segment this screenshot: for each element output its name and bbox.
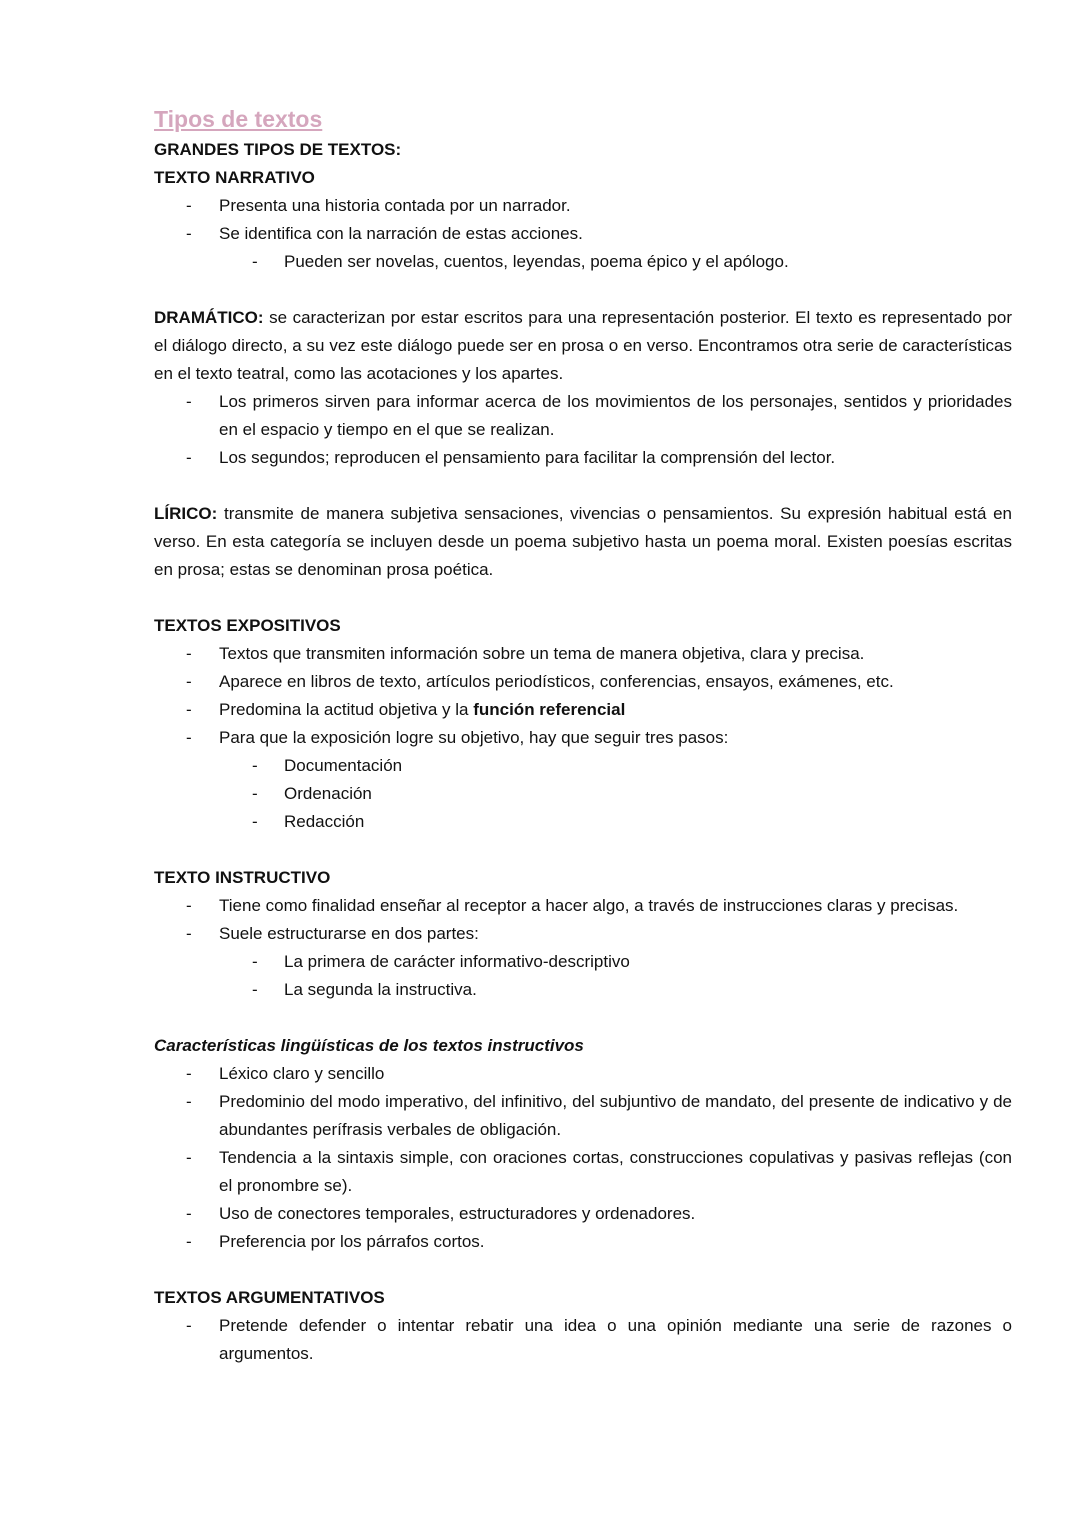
bullet-dash: - (186, 196, 192, 215)
bullet-dash: - (186, 1092, 192, 1111)
list-item (154, 388, 1012, 444)
paragraph (154, 500, 1012, 584)
bullet-dash: - (252, 784, 258, 803)
text-run: Los primeros sirven para informar acerca de los movimientos de los personajes, sentidos y prioridades en el espacio y tiempo en el que se realizan. (219, 392, 1012, 439)
section-heading: TEXTOS ARGUMENTATIVOS (154, 1288, 385, 1307)
text-run: La primera de carácter informativo-descriptivo (284, 952, 630, 971)
list-item (154, 724, 1012, 752)
bullet-dash: - (252, 812, 258, 831)
text-run: Uso de conectores temporales, estructuradores y ordenadores. (219, 1204, 696, 1223)
bullet-dash: - (186, 1232, 192, 1251)
bullet-dash: - (186, 896, 192, 915)
text-run: Presenta una historia contada por un narrador. (219, 196, 571, 215)
text-run: Pretende defender o intentar rebatir una idea o una opinión mediante una serie de razones o argumentos. (219, 1316, 1012, 1363)
bullet-dash: - (252, 980, 258, 999)
text-run: Se identifica con la narración de estas acciones. (219, 224, 583, 243)
bullet-dash: - (186, 672, 192, 691)
section-heading: TEXTOS EXPOSITIVOS (154, 616, 341, 635)
sub-list-item (154, 780, 1012, 808)
blank-line (154, 1256, 1012, 1284)
sub-list-item (154, 976, 1012, 1004)
subsection-heading: Características lingüísticas de los textos instructivos (154, 1036, 584, 1055)
blank-line (154, 472, 1012, 500)
list-item (154, 696, 1012, 724)
sub-list-item (154, 248, 1012, 276)
bullet-dash: - (186, 1064, 192, 1083)
bold-text: LÍRICO: (154, 504, 218, 523)
text-run: Léxico claro y sencillo (219, 1064, 385, 1083)
list-item (154, 444, 1012, 472)
list-item (154, 920, 1012, 948)
list-item (154, 1200, 1012, 1228)
bullet-dash: - (186, 392, 192, 411)
text-run: Aparece en libros de texto, artículos periodísticos, conferencias, ensayos, exámenes, etc. (219, 672, 894, 691)
text-run: Tendencia a la sintaxis simple, con oraciones cortas, construcciones copulativas y pasivas reflejas (con el pronombre se). (219, 1148, 1012, 1195)
bullet-dash: - (186, 700, 192, 719)
sub-list-item (154, 808, 1012, 836)
text-run: La segunda la instructiva. (284, 980, 477, 999)
bullet-dash: - (186, 1204, 192, 1223)
text-run: Predominio del modo imperativo, del infinitivo, del subjuntivo de mandato, del presente de indicativo y de abundantes perífrasis verbales de obligación. (219, 1092, 1012, 1139)
text-run: Preferencia por los párrafos cortos. (219, 1232, 485, 1251)
bullet-dash: - (186, 644, 192, 663)
bullet-dash: - (186, 1316, 192, 1335)
bullet-dash: - (186, 1148, 192, 1167)
list-item (154, 668, 1012, 696)
sub-list-item (154, 948, 1012, 976)
text-run: Tiene como finalidad enseñar al receptor a hacer algo, a través de instrucciones claras y precisas. (219, 896, 959, 915)
text-run: Predomina la actitud objetiva y la (219, 700, 474, 719)
text-run: Textos que transmiten información sobre un tema de manera objetiva, clara y precisa. (219, 644, 865, 663)
bold-text: DRAMÁTICO: (154, 308, 264, 327)
bullet-dash: - (252, 252, 258, 271)
page-title: Tipos de textos (154, 106, 323, 132)
section-heading: TEXTO NARRATIVO (154, 168, 315, 187)
text-run: transmite de manera subjetiva sensaciones, vivencias o pensamientos. Su expresión habitual está en verso. En esta categoría se incluyen desde un poema subjetivo hasta un poema moral. Existen poesías escritas en prosa; estas se denominan prosa poética. (154, 504, 1012, 579)
bullet-dash: - (186, 728, 192, 747)
bullet-dash: - (252, 756, 258, 775)
text-run: Redacción (284, 812, 365, 831)
text-run: Suele estructurarse en dos partes: (219, 924, 479, 943)
text-run: se caracterizan por estar escritos para una representación posterior. El texto es representado por el diálogo directo, a su vez este diálogo puede ser en prosa o en verso. Encontramos otra serie de características en el texto teatral, como las acotaciones y los apartes. (154, 308, 1012, 383)
blank-line (154, 276, 1012, 304)
section-heading: TEXTO INSTRUCTIVO (154, 868, 331, 887)
bullet-dash: - (186, 924, 192, 943)
list-item (154, 220, 1012, 248)
list-item (154, 1088, 1012, 1144)
document-page (154, 104, 1012, 1368)
list-item (154, 1144, 1012, 1200)
list-item (154, 892, 1012, 920)
bullet-dash: - (186, 224, 192, 243)
list-item (154, 1228, 1012, 1256)
text-run: Documentación (284, 756, 403, 775)
blank-line (154, 584, 1012, 612)
section-heading: GRANDES TIPOS DE TEXTOS: (154, 140, 402, 159)
document-body (154, 136, 1012, 1368)
list-item (154, 192, 1012, 220)
list-item (154, 640, 1012, 668)
text-run: Los segundos; reproducen el pensamiento para facilitar la comprensión del lector. (219, 448, 836, 467)
text-run: Ordenación (284, 784, 372, 803)
list-item (154, 1312, 1012, 1368)
bullet-dash: - (252, 952, 258, 971)
sub-list-item (154, 752, 1012, 780)
blank-line (154, 1004, 1012, 1032)
paragraph (154, 304, 1012, 388)
list-item (154, 1060, 1012, 1088)
text-run: Pueden ser novelas, cuentos, leyendas, poema épico y el apólogo. (284, 252, 789, 271)
bullet-dash: - (186, 448, 192, 467)
bold-text: función referencial (473, 700, 626, 719)
blank-line (154, 836, 1012, 864)
text-run: Para que la exposición logre su objetivo, hay que seguir tres pasos: (219, 728, 729, 747)
